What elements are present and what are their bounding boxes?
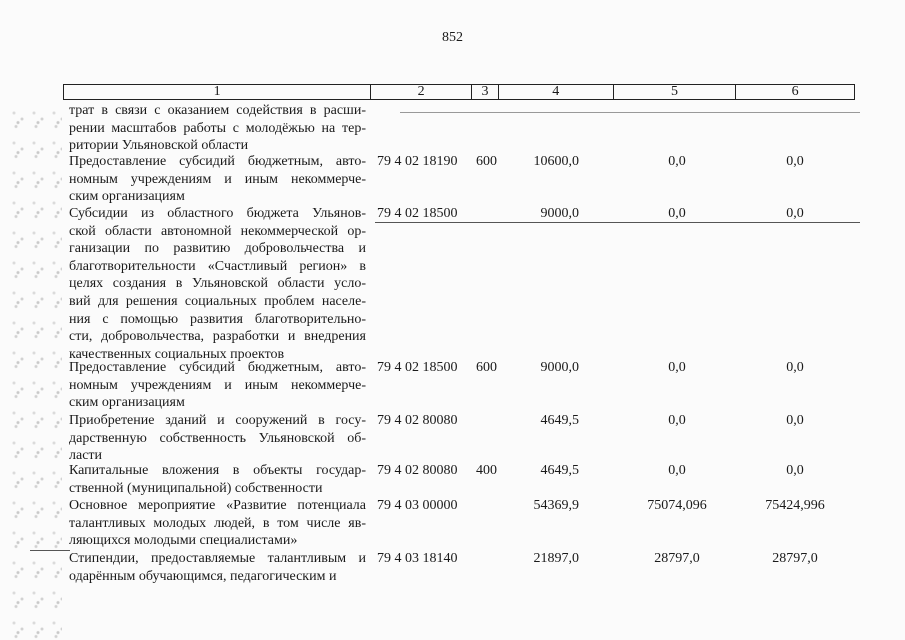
description-line: ния с помощью развития благотворительно-	[69, 311, 366, 327]
description-line: ским организациям	[69, 395, 185, 411]
scan-line	[400, 112, 860, 113]
row-value-6: 28797,0	[772, 551, 818, 566]
description-line: ляющихся молодыми специалистами»	[69, 533, 298, 549]
description-line: рении масштабов работы с молодёжью на тер-	[69, 120, 366, 136]
row-value-4: 10600,0	[533, 154, 579, 169]
row-description	[69, 550, 366, 585]
row-description	[69, 102, 366, 155]
description-line: сти, добровольчества, разработки и внедрения	[69, 329, 366, 345]
row-code: 79 4 03 00000	[377, 498, 458, 513]
row-code: 79 4 02 18190	[377, 154, 458, 169]
row-code: 79 4 02 80080	[377, 463, 458, 478]
row-value-4: 9000,0	[540, 360, 579, 375]
header-col-1: 1	[64, 85, 371, 99]
description-line: качественных социальных проектов	[69, 346, 285, 362]
description-line: Субсидии из областного бюджета Ульянов-	[69, 206, 366, 221]
header-col-3: 3	[472, 85, 499, 99]
row-value-5: 0,0	[668, 463, 686, 478]
description-line: Основное мероприятие «Развитие потенциала	[69, 498, 366, 513]
scan-margin-noise	[10, 110, 62, 640]
row-value-4: 4649,5	[540, 413, 579, 428]
description-line: вий для решения социальных проблем населе-	[69, 293, 366, 309]
description-line: Предоставление субсидий бюджетным, авто-	[69, 154, 366, 169]
row-description	[69, 359, 366, 412]
description-line: Предоставление субсидий бюджетным, авто-	[69, 360, 366, 375]
row-value-5: 0,0	[668, 360, 686, 375]
row-value-4: 4649,5	[540, 463, 579, 478]
description-line: номным учреждениям и иным некоммерче-	[69, 171, 366, 187]
description-line: целях создания в Ульяновской области усло-	[69, 276, 366, 292]
row-value-6: 0,0	[786, 206, 804, 221]
row-code: 79 4 03 18140	[377, 551, 458, 566]
row-code: 79 4 02 80080	[377, 413, 458, 428]
page-number: 852	[442, 30, 463, 45]
description-line: дарственную собственность Ульяновской об-	[69, 430, 366, 446]
row-value-5: 0,0	[668, 206, 686, 221]
row-type: 400	[476, 463, 497, 478]
description-line: ганизации по развитию добровольчества и	[69, 241, 366, 257]
row-description	[69, 462, 366, 497]
description-line: талантливых молодых людей, в том числе яв-	[69, 515, 366, 531]
description-line: Стипендии, предоставляемые талантливым и	[69, 551, 366, 566]
row-description	[69, 205, 366, 363]
description-line: ственной (муниципальной) собственности	[69, 480, 323, 496]
row-value-5: 0,0	[668, 413, 686, 428]
row-value-6: 0,0	[786, 413, 804, 428]
description-line: ской области автономной некоммерческой ор-	[69, 223, 366, 239]
row-value-5: 0,0	[668, 154, 686, 169]
description-line: трат в связи с оказанием содействия в расши-	[69, 103, 366, 118]
description-line: Приобретение зданий и сооружений в госу-	[69, 413, 366, 428]
row-value-6: 0,0	[786, 360, 804, 375]
scan-line	[30, 550, 70, 551]
row-description	[69, 497, 366, 550]
table-header	[63, 84, 855, 100]
description-line: ритории Ульяновской области	[69, 138, 249, 154]
header-col-2: 2	[371, 85, 472, 99]
header-col-6: 6	[791, 84, 799, 99]
row-value-6: 0,0	[786, 154, 804, 169]
row-description	[69, 412, 366, 465]
description-line: благотворительности «Счастливый регион» в	[69, 258, 366, 274]
row-value-6: 75424,996	[765, 498, 825, 513]
row-value-4: 21897,0	[533, 551, 579, 566]
header-col-5: 5	[614, 85, 737, 99]
description-line: ским организациям	[69, 189, 185, 205]
description-line: номным учреждениям и иным некоммерче-	[69, 377, 366, 393]
row-value-4: 54369,9	[533, 498, 579, 513]
header-col-4: 4	[499, 85, 614, 99]
description-line: одарённым обучающимся, педагогическим и	[69, 568, 337, 584]
description-line: Капитальные вложения в объекты государ-	[69, 463, 366, 478]
row-value-5: 75074,096	[647, 498, 707, 513]
row-value-5: 28797,0	[654, 551, 700, 566]
row-type: 600	[476, 360, 497, 375]
row-value-4: 9000,0	[540, 206, 579, 221]
row-type: 600	[476, 154, 497, 169]
row-description	[69, 153, 366, 206]
row-value-6: 0,0	[786, 463, 804, 478]
row-code: 79 4 02 18500	[377, 360, 458, 375]
row-code: 79 4 02 18500	[377, 206, 458, 221]
description-line: ласти	[69, 448, 103, 464]
